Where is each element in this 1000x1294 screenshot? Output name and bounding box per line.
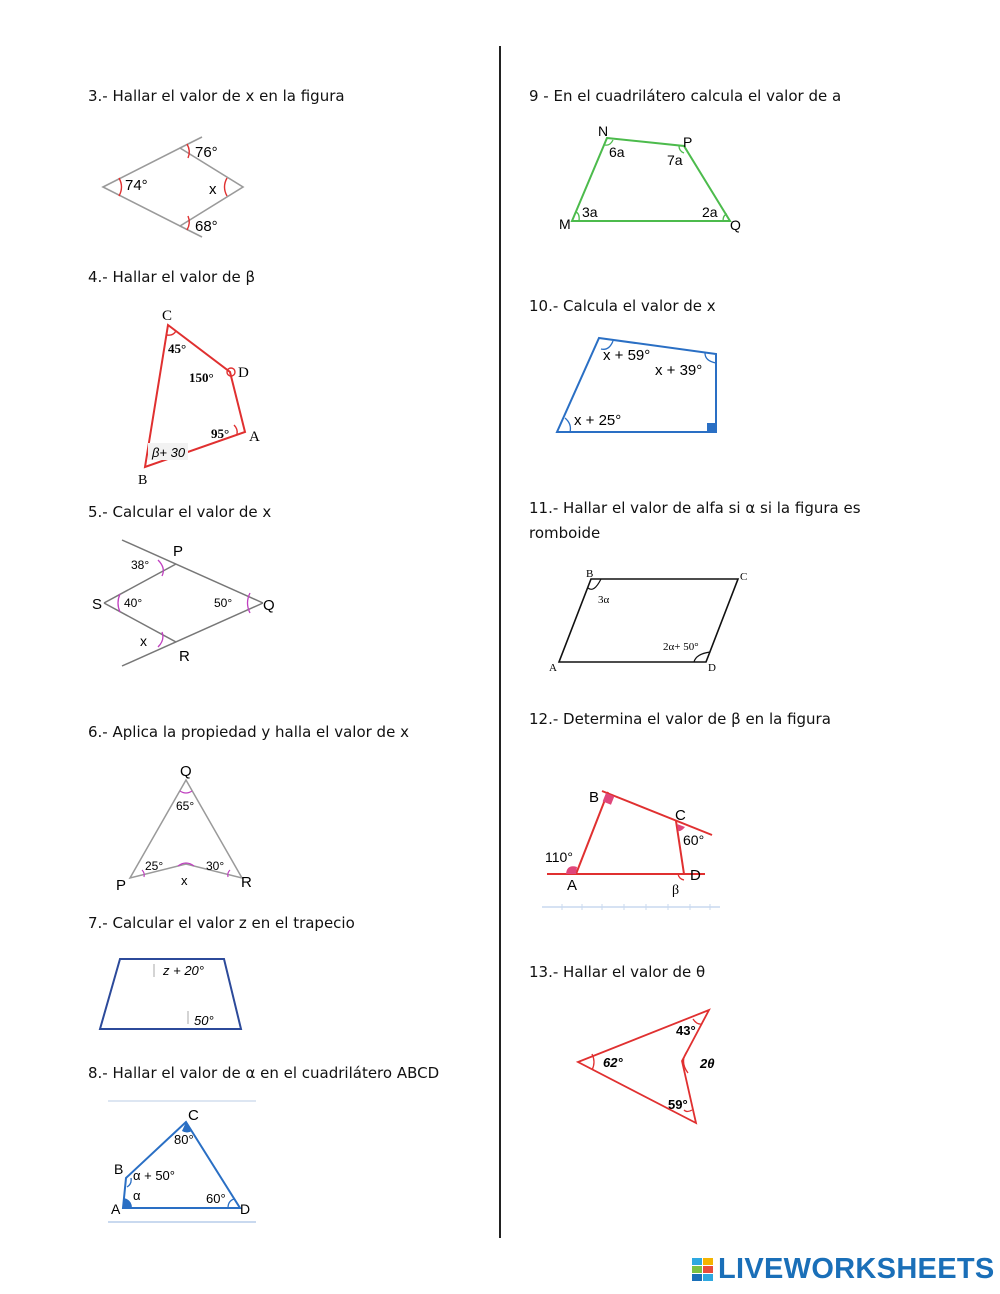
fig5-angle-r: x <box>140 633 147 649</box>
logo-blocks-icon <box>692 1258 714 1282</box>
question-8: 8.- Hallar el valor de α en el cuadrilátero ABCD <box>88 1064 440 1082</box>
fig9-angle-n: 6a <box>609 144 625 160</box>
question-4: 4.- Hallar el valor de β <box>88 268 256 286</box>
figure-3 <box>95 130 255 240</box>
fig11-label-a: A <box>549 662 557 674</box>
fig13-angle-left: 62° <box>603 1055 623 1070</box>
fig12-label-c: C <box>675 807 686 824</box>
fig8-angle-b: α + 50° <box>133 1168 175 1183</box>
fig12-label-d: D <box>690 867 701 884</box>
fig11-angle-b: 3α <box>598 594 610 606</box>
fig11-label-d: D <box>708 662 716 674</box>
question-6: 6.- Aplica la propiedad y halla el valor de x <box>88 723 409 741</box>
fig12-angle-a: 110° <box>545 849 573 865</box>
fig5-angle-p: 38° <box>131 558 150 572</box>
fig12-angle-d: β <box>672 883 680 898</box>
question-11 <box>529 496 861 546</box>
fig9-label-p: P <box>683 134 693 150</box>
fig11-label-b: B <box>586 568 594 580</box>
question-11-line1: 11.- Hallar el valor de alfa si α si la figura es <box>529 499 861 517</box>
fig13-angle-bottom: 59° <box>668 1097 688 1112</box>
fig4-angle-b: β+ 30 <box>152 445 186 460</box>
figure-8 <box>106 1098 266 1228</box>
fig8-angle-d: 60° <box>206 1191 226 1206</box>
fig6-label-q: Q <box>180 763 192 780</box>
fig8-label-c: C <box>188 1107 199 1124</box>
fig6-label-r: R <box>241 874 252 891</box>
fig10-angle-bottom-left: x + 25° <box>574 412 622 429</box>
liveworksheets-logo[interactable] <box>692 1253 995 1286</box>
fig3-angle-right: x <box>209 181 217 198</box>
fig7-angle-bottom: 50° <box>194 1013 214 1028</box>
fig4-angle-c: 45° <box>168 341 187 356</box>
fig11-angle-d: 2α+ 50° <box>663 641 699 653</box>
fig5-label-q: Q <box>263 597 275 614</box>
fig9-label-m: M <box>559 216 571 232</box>
fig9-angle-m: 3a <box>582 204 598 220</box>
question-13: 13.- Hallar el valor de θ <box>529 963 706 981</box>
fig3-angle-left: 74° <box>125 177 148 194</box>
fig10-angle-top-left: x + 59° <box>603 347 651 364</box>
fig6-angle-r: 30° <box>206 859 225 873</box>
fig3-angle-top: 76° <box>195 144 218 161</box>
fig9-label-q: Q <box>730 217 741 233</box>
fig13-angle-top: 43° <box>676 1023 696 1038</box>
fig12-label-b: B <box>589 789 600 806</box>
fig4-label-d: D <box>238 365 249 381</box>
fig13-angle-middle: 2θ <box>700 1056 715 1071</box>
fig5-angle-q: 50° <box>214 596 233 610</box>
figure-6 <box>110 758 270 898</box>
fig4-label-c: C <box>162 308 173 324</box>
figure-5 <box>88 538 288 673</box>
logo-text: LIVEWORKSHEETS <box>718 1253 995 1285</box>
fig11-label-c: C <box>740 571 748 583</box>
figure-12 <box>540 783 725 913</box>
figure-4 <box>130 305 280 490</box>
figure-7 <box>96 954 246 1034</box>
fig5-label-p: P <box>173 543 184 560</box>
fig12-angle-c: 60° <box>683 832 705 848</box>
fig6-angle-p: 25° <box>145 859 164 873</box>
fig4-angle-a: 95° <box>211 426 230 441</box>
fig5-angle-s: 40° <box>124 596 143 610</box>
fig8-label-a: A <box>111 1201 121 1217</box>
fig5-label-s: S <box>92 596 103 613</box>
fig5-label-r: R <box>179 648 190 665</box>
fig12-label-a: A <box>567 877 578 894</box>
fig8-label-b: B <box>114 1161 124 1177</box>
fig4-label-b: B <box>138 473 148 488</box>
figure-13 <box>572 1006 722 1131</box>
figure-10 <box>553 332 728 437</box>
fig4-angle-d: 150° <box>189 370 214 385</box>
fig8-angle-a: α <box>133 1188 141 1203</box>
question-3: 3.- Hallar el valor de x en la figura <box>88 87 345 105</box>
fig3-angle-bottom: 68° <box>195 218 218 235</box>
fig10-angle-top-right: x + 39° <box>655 362 703 379</box>
fig4-label-a: A <box>249 429 260 445</box>
question-5: 5.- Calcular el valor de x <box>88 503 272 521</box>
fig6-angle-q: 65° <box>176 799 195 813</box>
fig9-angle-q: 2a <box>702 204 718 220</box>
question-11-line2: romboide <box>529 524 601 542</box>
fig9-label-n: N <box>598 123 609 139</box>
fig7-angle-top: z + 20° <box>163 963 204 978</box>
fig6-label-p: P <box>116 877 127 894</box>
question-10: 10.- Calcula el valor de x <box>529 297 716 315</box>
fig8-label-d: D <box>240 1201 251 1217</box>
question-9: 9 - En el cuadrilátero calcula el valor de a <box>529 87 842 105</box>
figure-11 <box>544 566 759 678</box>
column-divider <box>499 46 501 1238</box>
question-12: 12.- Determina el valor de β en la figura <box>529 710 831 728</box>
fig8-angle-c: 80° <box>174 1132 194 1147</box>
fig9-angle-p: 7a <box>667 152 683 168</box>
fig6-angle-x: x <box>181 873 188 888</box>
question-7: 7.- Calcular el valor z en el trapecio <box>88 914 355 932</box>
figure-9 <box>556 120 756 238</box>
